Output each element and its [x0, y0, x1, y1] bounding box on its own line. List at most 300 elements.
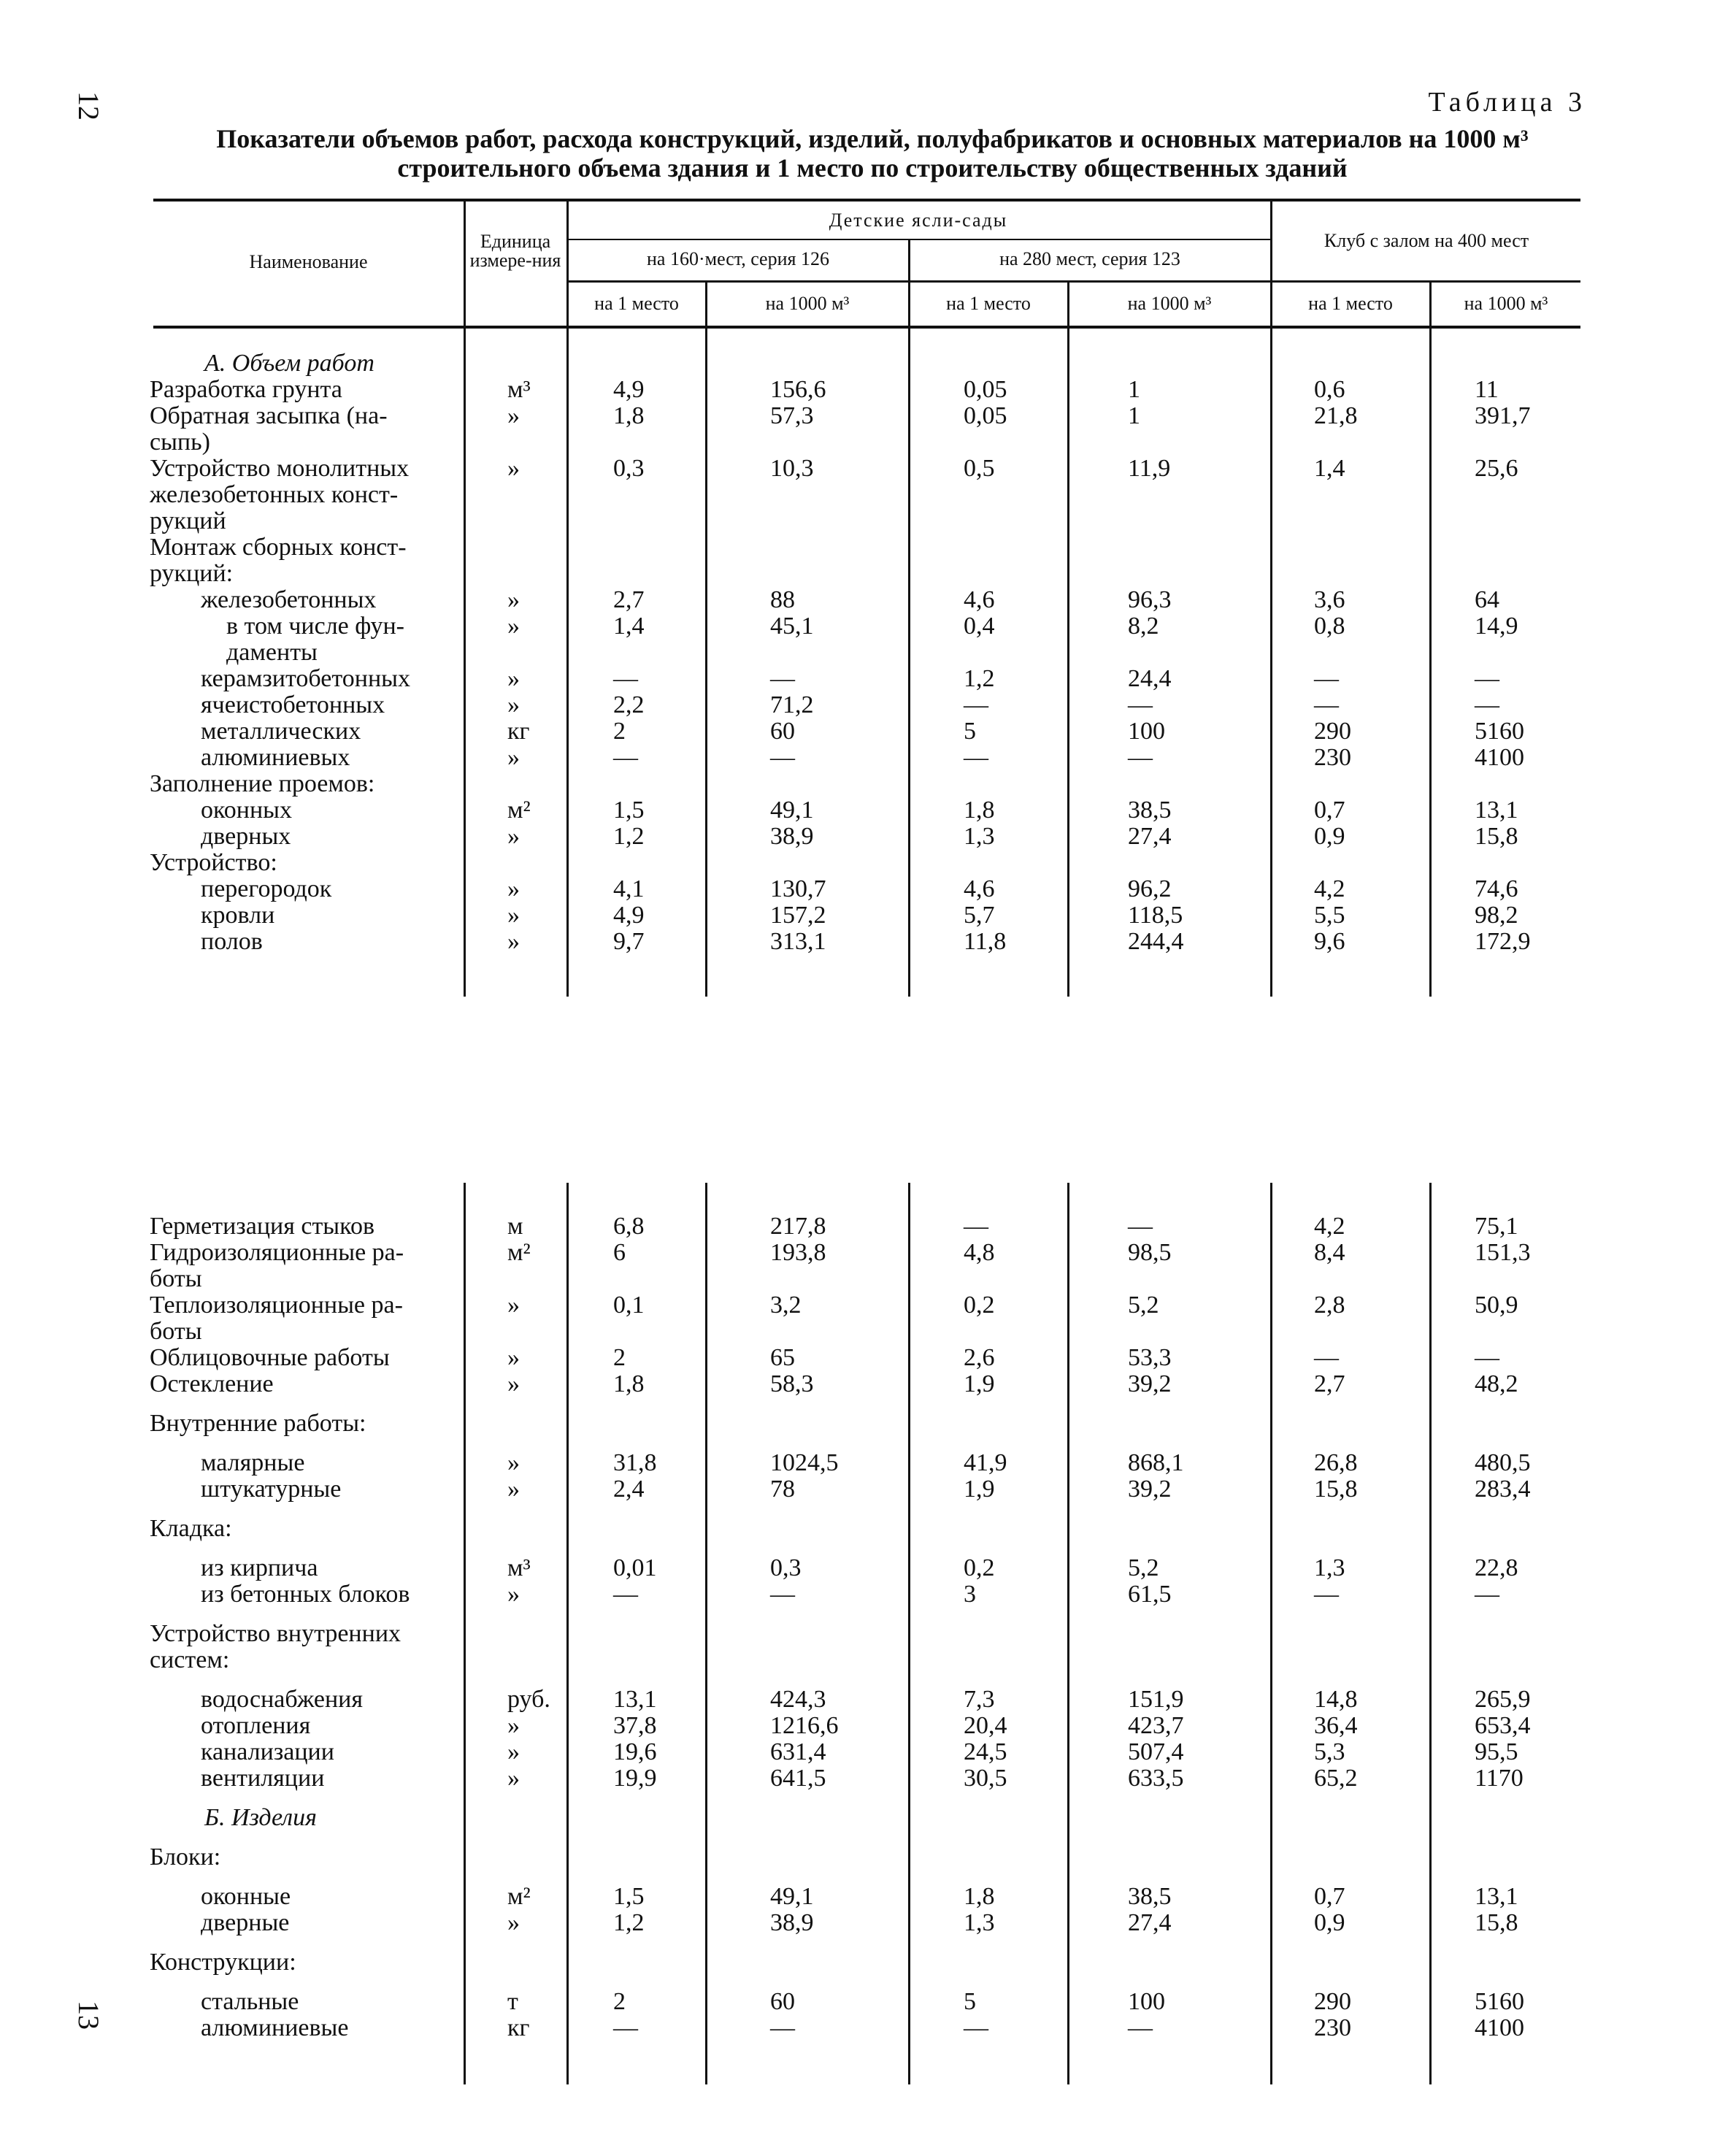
cell-unit: »: [507, 691, 520, 718]
cell-160-per-place: 4,9: [613, 902, 645, 929]
cell-160-per-place: 31,8: [613, 1449, 657, 1476]
table-row: [0, 1240, 1725, 1266]
header-vline: [1270, 202, 1272, 326]
cell-280-per-1000: 868,1: [1128, 1449, 1184, 1476]
cell-280-per-1000: 5,2: [1128, 1292, 1159, 1319]
cell-160-per-place: 19,9: [613, 1765, 657, 1792]
cell-name: Монтаж сборных конст-: [150, 534, 407, 561]
cell-name: Внутренние работы:: [150, 1410, 366, 1437]
cell-club-per-1000: 172,9: [1475, 928, 1531, 955]
cell-club-per-place: 0,7: [1314, 797, 1345, 824]
cell-280-per-place: 5: [964, 1988, 976, 2015]
header-top-rule: [153, 199, 1580, 202]
cell-160-per-1000: 58,3: [770, 1370, 814, 1397]
cell-160-per-1000: 1216,6: [770, 1712, 839, 1739]
cell-club-per-1000: 15,8: [1475, 823, 1518, 850]
cell-unit: м²: [507, 797, 531, 824]
cell-club-per-place: 1,4: [1314, 455, 1345, 482]
cell-280-per-1000: 38,5: [1128, 1883, 1172, 1910]
cell-name: даменты: [226, 639, 318, 666]
table-row: [0, 1687, 1725, 1713]
cell-160-per-place: 0,3: [613, 455, 645, 482]
cell-280-per-place: 7,3: [964, 1686, 995, 1713]
cell-160-per-1000: 88: [770, 586, 795, 613]
cell-160-per-place: 0,01: [613, 1554, 657, 1581]
cell-name: Гидроизоляционные ра-: [150, 1239, 404, 1266]
title-line-2: строительного объема здания и 1 место по строительству общественных зданий: [397, 153, 1348, 183]
cell-name: штукатурные: [201, 1476, 342, 1503]
table-row: [0, 1345, 1725, 1371]
cell-unit: »: [507, 1765, 520, 1792]
cell-club-per-place: 290: [1314, 1988, 1351, 2015]
table-row: [0, 1910, 1725, 1936]
cell-name: боты: [150, 1318, 202, 1345]
table-row: [0, 1621, 1725, 1647]
cell-unit: »: [507, 402, 520, 429]
cell-280-per-place: 2,6: [964, 1344, 995, 1371]
cell-unit: »: [507, 665, 520, 692]
cell-club-per-1000: 11: [1475, 376, 1499, 403]
cell-280-per-place: 1,3: [964, 1909, 995, 1936]
cell-160-per-place: 1,5: [613, 1883, 645, 1910]
cell-club-per-1000: 15,8: [1475, 1909, 1518, 1936]
cell-unit: м: [507, 1213, 523, 1240]
table-row: [0, 377, 1725, 403]
cell-name: боты: [150, 1265, 202, 1292]
table-row: [0, 1739, 1725, 1765]
header-vline: [464, 202, 466, 326]
cell-280-per-place: —: [964, 744, 988, 771]
cell-unit: т: [507, 1988, 518, 2015]
cell-280-per-1000: 100: [1128, 1988, 1165, 2015]
cell-280-per-place: 1,9: [964, 1476, 995, 1503]
cell-club-per-place: 3,6: [1314, 586, 1345, 613]
cell-unit: »: [507, 928, 520, 955]
header-per-place: на 1 место: [946, 293, 1031, 314]
cell-name: А. Объем работ: [204, 350, 374, 377]
cell-280-per-place: 5,7: [964, 902, 995, 929]
cell-club-per-1000: 13,1: [1475, 1883, 1518, 1910]
cell-160-per-place: 37,8: [613, 1712, 657, 1739]
cell-unit: »: [507, 744, 520, 771]
cell-160-per-place: 1,2: [613, 823, 645, 850]
cell-unit: »: [507, 1292, 520, 1319]
cell-unit: »: [507, 1909, 520, 1936]
cell-280-per-1000: 39,2: [1128, 1476, 1172, 1503]
cell-name: Герметизация стыков: [150, 1213, 374, 1240]
cell-name: вентиляции: [201, 1765, 325, 1792]
table-label: Таблица 3: [1428, 87, 1586, 118]
page-number-top: 12: [72, 91, 105, 120]
cell-unit: »: [507, 586, 520, 613]
cell-160-per-1000: 38,9: [770, 823, 814, 850]
cell-club-per-place: 5,5: [1314, 902, 1345, 929]
cell-club-per-place: —: [1314, 1581, 1339, 1608]
cell-name: дверных: [201, 823, 291, 850]
cell-160-per-place: 1,4: [613, 613, 645, 640]
table-row: [0, 1581, 1725, 1608]
header-per-1000: на 1000 м³: [1127, 293, 1212, 314]
cell-280-per-place: 3: [964, 1581, 976, 1608]
table-row: [0, 1765, 1725, 1792]
cell-160-per-1000: 631,4: [770, 1738, 826, 1765]
cell-160-per-place: 1,5: [613, 797, 645, 824]
cell-club-per-1000: 283,4: [1475, 1476, 1531, 1503]
table-row: [0, 1266, 1725, 1292]
cell-160-per-1000: 217,8: [770, 1213, 826, 1240]
cell-280-per-place: 11,8: [964, 928, 1007, 955]
cell-club-per-place: 9,6: [1314, 928, 1345, 955]
header-vline: [566, 202, 569, 326]
cell-unit: м²: [507, 1239, 531, 1266]
cell-160-per-1000: 130,7: [770, 875, 826, 902]
cell-280-per-1000: 39,2: [1128, 1370, 1172, 1397]
table-row: [0, 1844, 1725, 1871]
cell-unit: »: [507, 1581, 520, 1608]
cell-280-per-place: 0,05: [964, 376, 1007, 403]
section-heading: [0, 350, 1725, 377]
cell-club-per-1000: 4100: [1475, 2014, 1524, 2041]
cell-club-per-1000: 64: [1475, 586, 1499, 613]
cell-160-per-place: 9,7: [613, 928, 645, 955]
table-row: [0, 561, 1725, 587]
header-per-place: на 1 место: [1308, 293, 1393, 314]
cell-160-per-place: 13,1: [613, 1686, 657, 1713]
cell-280-per-place: 4,6: [964, 875, 995, 902]
cell-unit: руб.: [507, 1686, 550, 1713]
cell-280-per-place: 0,2: [964, 1554, 995, 1581]
header-group-nurseries: Детские ясли-сады: [829, 210, 1008, 231]
cell-unit: »: [507, 902, 520, 929]
table-row: [0, 771, 1725, 797]
cell-name: Кладка:: [150, 1515, 232, 1542]
table-row: [0, 1555, 1725, 1581]
cell-160-per-place: 2: [613, 1344, 626, 1371]
cell-280-per-1000: —: [1128, 1213, 1153, 1240]
cell-280-per-1000: 38,5: [1128, 797, 1172, 824]
cell-club-per-place: 0,7: [1314, 1883, 1345, 1910]
cell-unit: »: [507, 455, 520, 482]
cell-unit: кг: [507, 2014, 530, 2041]
table-row: [0, 456, 1725, 482]
cell-club-per-1000: 265,9: [1475, 1686, 1531, 1713]
cell-club-per-1000: 5160: [1475, 718, 1524, 745]
cell-280-per-1000: 633,5: [1128, 1765, 1184, 1792]
table-row: [0, 824, 1725, 850]
cell-club-per-1000: 75,1: [1475, 1213, 1518, 1240]
header-per-place: на 1 место: [594, 293, 679, 314]
table-row: [0, 929, 1725, 955]
cell-160-per-place: 2,4: [613, 1476, 645, 1503]
table-row: [0, 640, 1725, 666]
table-row: [0, 403, 1725, 429]
cell-name: Обратная засыпка (на-: [150, 402, 388, 429]
cell-160-per-place: —: [613, 1581, 638, 1608]
table-row: [0, 745, 1725, 771]
cell-280-per-1000: 507,4: [1128, 1738, 1184, 1765]
cell-280-per-1000: 11,9: [1128, 455, 1171, 482]
cell-club-per-place: 4,2: [1314, 875, 1345, 902]
cell-club-per-place: 8,4: [1314, 1239, 1345, 1266]
cell-280-per-place: 24,5: [964, 1738, 1007, 1765]
cell-160-per-1000: 157,2: [770, 902, 826, 929]
table-row: [0, 1411, 1725, 1437]
cell-name: Облицовочные работы: [150, 1344, 390, 1371]
cell-160-per-1000: 65: [770, 1344, 795, 1371]
cell-160-per-place: —: [613, 744, 638, 771]
cell-280-per-1000: 27,4: [1128, 823, 1172, 850]
cell-160-per-1000: 45,1: [770, 613, 814, 640]
header-vline: [908, 240, 910, 326]
table-row: [0, 1949, 1725, 1976]
cell-280-per-place: 1,9: [964, 1370, 995, 1397]
cell-160-per-place: 0,1: [613, 1292, 645, 1319]
cell-160-per-place: 2,2: [613, 691, 645, 718]
cell-name: сыпь): [150, 429, 210, 456]
cell-280-per-1000: 8,2: [1128, 613, 1159, 640]
cell-name: алюминиевые: [201, 2014, 349, 2041]
header-vline: [705, 283, 707, 326]
cell-280-per-1000: 423,7: [1128, 1712, 1184, 1739]
table-row: [0, 508, 1725, 534]
cell-160-per-1000: 60: [770, 1988, 795, 2015]
cell-name: алюминиевых: [201, 744, 350, 771]
cell-280-per-place: 0,5: [964, 455, 995, 482]
cell-unit: »: [507, 823, 520, 850]
cell-name: стальные: [201, 1988, 299, 2015]
cell-name: железобетонных: [201, 586, 377, 613]
header-per-1000: на 1000 м³: [1464, 293, 1548, 314]
cell-160-per-1000: 10,3: [770, 455, 814, 482]
cell-name: Устройство:: [150, 849, 277, 876]
cell-club-per-place: 5,3: [1314, 1738, 1345, 1765]
cell-160-per-1000: 424,3: [770, 1686, 826, 1713]
cell-club-per-place: —: [1314, 665, 1339, 692]
cell-160-per-1000: —: [770, 2014, 795, 2041]
cell-name: малярные: [201, 1449, 305, 1476]
cell-280-per-place: 4,6: [964, 586, 995, 613]
cell-name: перегородок: [201, 875, 332, 902]
cell-160-per-1000: 38,9: [770, 1909, 814, 1936]
header-sub-160: на 160·мест, серия 126: [647, 248, 829, 269]
cell-unit: м²: [507, 1883, 531, 1910]
cell-280-per-place: 4,8: [964, 1239, 995, 1266]
cell-club-per-place: 230: [1314, 2014, 1351, 2041]
cell-club-per-1000: —: [1475, 665, 1499, 692]
table-row: [0, 1213, 1725, 1240]
table-row: [0, 876, 1725, 902]
group1-rule: [566, 239, 1270, 240]
cell-280-per-place: 0,4: [964, 613, 995, 640]
table-row: [0, 1450, 1725, 1476]
cell-club-per-place: 0,9: [1314, 1909, 1345, 1936]
cell-club-per-place: 1,3: [1314, 1554, 1345, 1581]
cell-name: рукций: [150, 507, 226, 534]
cell-name: водоснабжения: [201, 1686, 363, 1713]
cell-160-per-1000: 1024,5: [770, 1449, 839, 1476]
cell-name: Конструкции:: [150, 1949, 296, 1976]
cell-160-per-1000: 193,8: [770, 1239, 826, 1266]
table-row: [0, 1989, 1725, 2015]
cell-280-per-place: 0,05: [964, 402, 1007, 429]
cell-160-per-1000: 313,1: [770, 928, 826, 955]
cell-name: из кирпича: [201, 1554, 318, 1581]
table-row: [0, 429, 1725, 456]
cell-club-per-place: 4,2: [1314, 1213, 1345, 1240]
cell-club-per-place: 65,2: [1314, 1765, 1358, 1792]
cell-280-per-1000: 53,3: [1128, 1344, 1172, 1371]
cell-club-per-place: 14,8: [1314, 1686, 1358, 1713]
cell-280-per-1000: 96,3: [1128, 586, 1172, 613]
cell-unit: »: [507, 1712, 520, 1739]
cell-unit: кг: [507, 718, 530, 745]
cell-160-per-1000: 78: [770, 1476, 795, 1503]
cell-name: оконных: [201, 797, 293, 824]
cell-club-per-place: 15,8: [1314, 1476, 1358, 1503]
table-row: [0, 1319, 1725, 1345]
cell-name: кровли: [201, 902, 275, 929]
table-row: [0, 1476, 1725, 1503]
cell-280-per-place: 1,8: [964, 797, 995, 824]
cell-name: из бетонных блоков: [201, 1581, 410, 1608]
cell-280-per-1000: 5,2: [1128, 1554, 1159, 1581]
cell-160-per-1000: 49,1: [770, 797, 814, 824]
cell-280-per-place: 5: [964, 718, 976, 745]
cell-unit: »: [507, 1738, 520, 1765]
cell-club-per-place: 0,6: [1314, 376, 1345, 403]
cell-160-per-1000: 641,5: [770, 1765, 826, 1792]
table-row: [0, 1516, 1725, 1542]
cell-name: Б. Изделия: [204, 1804, 317, 1831]
cell-280-per-place: 20,4: [964, 1712, 1007, 1739]
cell-160-per-1000: 3,2: [770, 1292, 802, 1319]
header-unit: Единица измере-ния: [469, 231, 561, 271]
table-row: [0, 2015, 1725, 2041]
cell-160-per-place: 1,8: [613, 402, 645, 429]
cell-160-per-1000: —: [770, 1581, 795, 1608]
cell-160-per-1000: 60: [770, 718, 795, 745]
cell-club-per-1000: —: [1475, 1344, 1499, 1371]
cell-name: железобетонных конст-: [150, 481, 399, 508]
cell-club-per-place: 0,9: [1314, 823, 1345, 850]
cell-club-per-1000: 95,5: [1475, 1738, 1518, 1765]
cell-280-per-1000: 27,4: [1128, 1909, 1172, 1936]
cell-160-per-place: 1,8: [613, 1370, 645, 1397]
header-name: Наименование: [249, 251, 368, 272]
cell-club-per-place: 290: [1314, 718, 1351, 745]
cell-280-per-1000: 244,4: [1128, 928, 1184, 955]
cell-club-per-1000: 151,3: [1475, 1239, 1531, 1266]
cell-280-per-place: 1,2: [964, 665, 995, 692]
cell-160-per-place: 19,6: [613, 1738, 657, 1765]
cell-name: Блоки:: [150, 1844, 221, 1871]
subheader-rule: [566, 280, 1580, 283]
cell-name: рукций:: [150, 560, 234, 587]
cell-280-per-1000: 151,9: [1128, 1686, 1184, 1713]
cell-160-per-place: —: [613, 665, 638, 692]
cell-club-per-place: 21,8: [1314, 402, 1358, 429]
cell-club-per-place: 36,4: [1314, 1712, 1358, 1739]
table-row: [0, 850, 1725, 876]
cell-280-per-1000: 61,5: [1128, 1581, 1172, 1608]
header-vline: [1429, 283, 1432, 326]
cell-club-per-place: 2,7: [1314, 1370, 1345, 1397]
cell-280-per-1000: 98,5: [1128, 1239, 1172, 1266]
table-title: [146, 124, 1599, 183]
cell-unit: »: [507, 875, 520, 902]
cell-unit: »: [507, 1449, 520, 1476]
table-row: [0, 692, 1725, 718]
cell-club-per-1000: 48,2: [1475, 1370, 1518, 1397]
cell-club-per-1000: 1170: [1475, 1765, 1524, 1792]
cell-280-per-place: 1,8: [964, 1883, 995, 1910]
cell-280-per-place: —: [964, 2014, 988, 2041]
cell-280-per-1000: 118,5: [1128, 902, 1183, 929]
cell-160-per-place: 4,1: [613, 875, 645, 902]
cell-club-per-1000: 14,9: [1475, 613, 1518, 640]
cell-160-per-place: 4,9: [613, 376, 645, 403]
cell-name: Устройство монолитных: [150, 455, 410, 482]
cell-280-per-place: —: [964, 1213, 988, 1240]
cell-club-per-1000: 13,1: [1475, 797, 1518, 824]
cell-club-per-1000: 74,6: [1475, 875, 1518, 902]
cell-280-per-place: —: [964, 691, 988, 718]
cell-280-per-1000: —: [1128, 691, 1153, 718]
cell-club-per-place: 0,8: [1314, 613, 1345, 640]
table-row: [0, 1884, 1725, 1910]
header-sub-280: на 280 мест, серия 123: [999, 248, 1180, 269]
cell-160-per-1000: 49,1: [770, 1883, 814, 1910]
cell-name: канализации: [201, 1738, 334, 1765]
cell-club-per-place: 2,8: [1314, 1292, 1345, 1319]
cell-name: в том числе фун-: [226, 613, 404, 640]
header-bottom-rule: [153, 326, 1580, 329]
cell-280-per-1000: 24,4: [1128, 665, 1172, 692]
cell-club-per-1000: 480,5: [1475, 1449, 1531, 1476]
table-row: [0, 482, 1725, 508]
cell-club-per-1000: 653,4: [1475, 1712, 1531, 1739]
header-vline: [1067, 283, 1069, 326]
cell-unit: »: [507, 613, 520, 640]
cell-unit: »: [507, 1344, 520, 1371]
table-row: [0, 902, 1725, 929]
cell-unit: м³: [507, 1554, 531, 1581]
cell-name: дверные: [201, 1909, 290, 1936]
cell-name: оконные: [201, 1883, 291, 1910]
table-row: [0, 718, 1725, 745]
cell-name: Остекление: [150, 1370, 274, 1397]
header-group-club: Клуб с залом на 400 мест: [1323, 230, 1529, 251]
table-row: [0, 1292, 1725, 1319]
cell-club-per-1000: 22,8: [1475, 1554, 1518, 1581]
cell-160-per-1000: 0,3: [770, 1554, 802, 1581]
cell-280-per-1000: 100: [1128, 718, 1165, 745]
table-row: [0, 1713, 1725, 1739]
cell-club-per-place: —: [1314, 1344, 1339, 1371]
cell-club-per-1000: 5160: [1475, 1988, 1524, 2015]
table-row: [0, 1647, 1725, 1673]
cell-160-per-1000: —: [770, 744, 795, 771]
cell-name: металлических: [201, 718, 361, 745]
cell-club-per-1000: 25,6: [1475, 455, 1518, 482]
cell-280-per-1000: 1: [1128, 402, 1140, 429]
cell-club-per-1000: 4100: [1475, 744, 1524, 771]
cell-club-per-1000: —: [1475, 691, 1499, 718]
cell-name: систем:: [150, 1646, 230, 1673]
cell-unit: »: [507, 1476, 520, 1503]
table-row: [0, 587, 1725, 613]
cell-160-per-1000: 71,2: [770, 691, 814, 718]
